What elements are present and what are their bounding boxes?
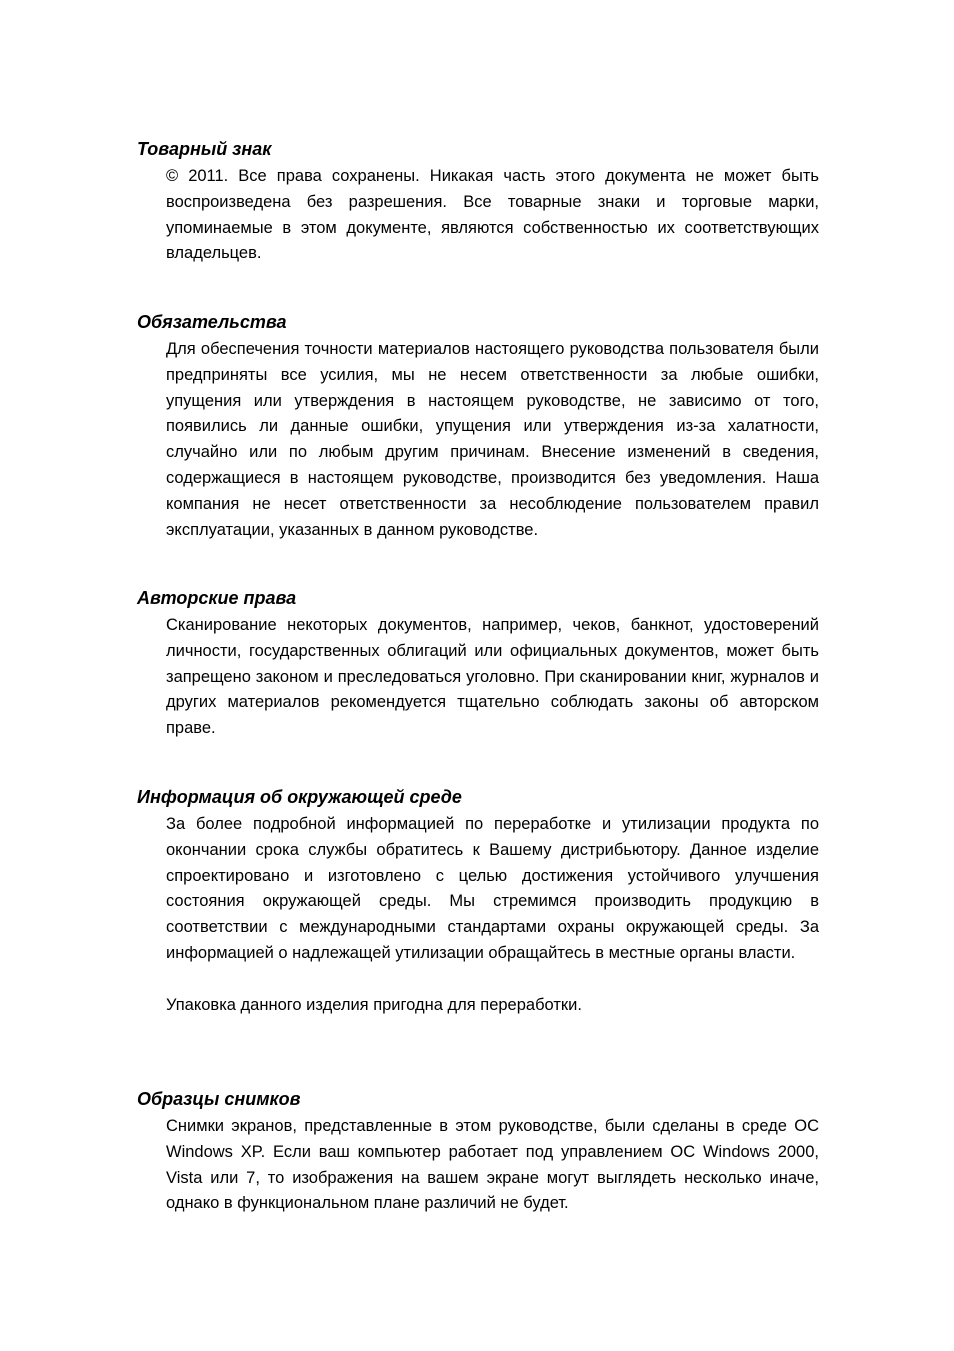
- copyright-heading: Авторские права: [137, 588, 297, 608]
- obligations-section: [137, 310, 819, 543]
- obligations-text: Для обеспечения точности материалов настоящего руководства пользователя были предприняты все усилия, мы не несем ответственности за любые ошибки, упущения или утверждения в настоящем руководстве, не зависимо от того, появились ли данные ошибки, упущения или утверждения из-за халатности, случайно или по любым другим причинам. Внесение изменений в сведения, содержащиеся в настоящем руководстве, производится без уведомления. Наша компания не несет ответственности за несоблюдение пользователем правил эксплуатации, указанных в данном руководстве.: [166, 340, 819, 539]
- obligations-heading: Обязательства: [137, 312, 287, 332]
- screenshots-section: [137, 1087, 819, 1217]
- screenshots-heading: Образцы снимков: [137, 1089, 301, 1109]
- environment-heading: Информация об окружающей среде: [137, 787, 462, 807]
- trademark-heading: Товарный знак: [137, 139, 272, 159]
- trademark-text: © 2011. Все права сохранены. Никакая часть этого документа не может быть воспроизведена без разрешения. Все товарные знаки и торговые марки, упоминаемые в этом документе, являются собственностью их соответствующих владельцев.: [166, 167, 819, 263]
- copyright-text: Сканирование некоторых документов, например, чеков, банкнот, удостоверений личности, государственных облигаций или официальных документов, может быть запрещено законом и преследоваться уголовно. При сканировании книг, журналов и других материалов рекомендуется тщательно соблюдать законы об авторском праве.: [166, 616, 819, 738]
- trademark-section: [137, 137, 819, 267]
- environment-section: [137, 785, 819, 1018]
- screenshots-text: Снимки экранов, представленные в этом руководстве, были сделаны в среде ОС Windows XP. Если ваш компьютер работает под управлением ОС Windows 2000, Vista или 7, то изображения на вашем экране могут выглядеть несколько иначе, однако в функциональном плане различий не будет.: [166, 1117, 819, 1213]
- copyright-section: [137, 586, 819, 742]
- environment-text: За более подробной информацией по переработке и утилизации продукта по окончании срока службы обратитесь к Вашему дистрибьютору. Данное изделие спроектировано и изготовлено с целью достижения устойчивого улучшения состояния окружающей среды. Мы стремимся производить продукцию в соответствии с международными стандартами охраны окружающей среды. За информацией о надлежащей утилизации обращайтесь в местные органы власти.: [166, 815, 819, 962]
- packaging-text: Упаковка данного изделия пригодна для переработки.: [166, 995, 582, 1014]
